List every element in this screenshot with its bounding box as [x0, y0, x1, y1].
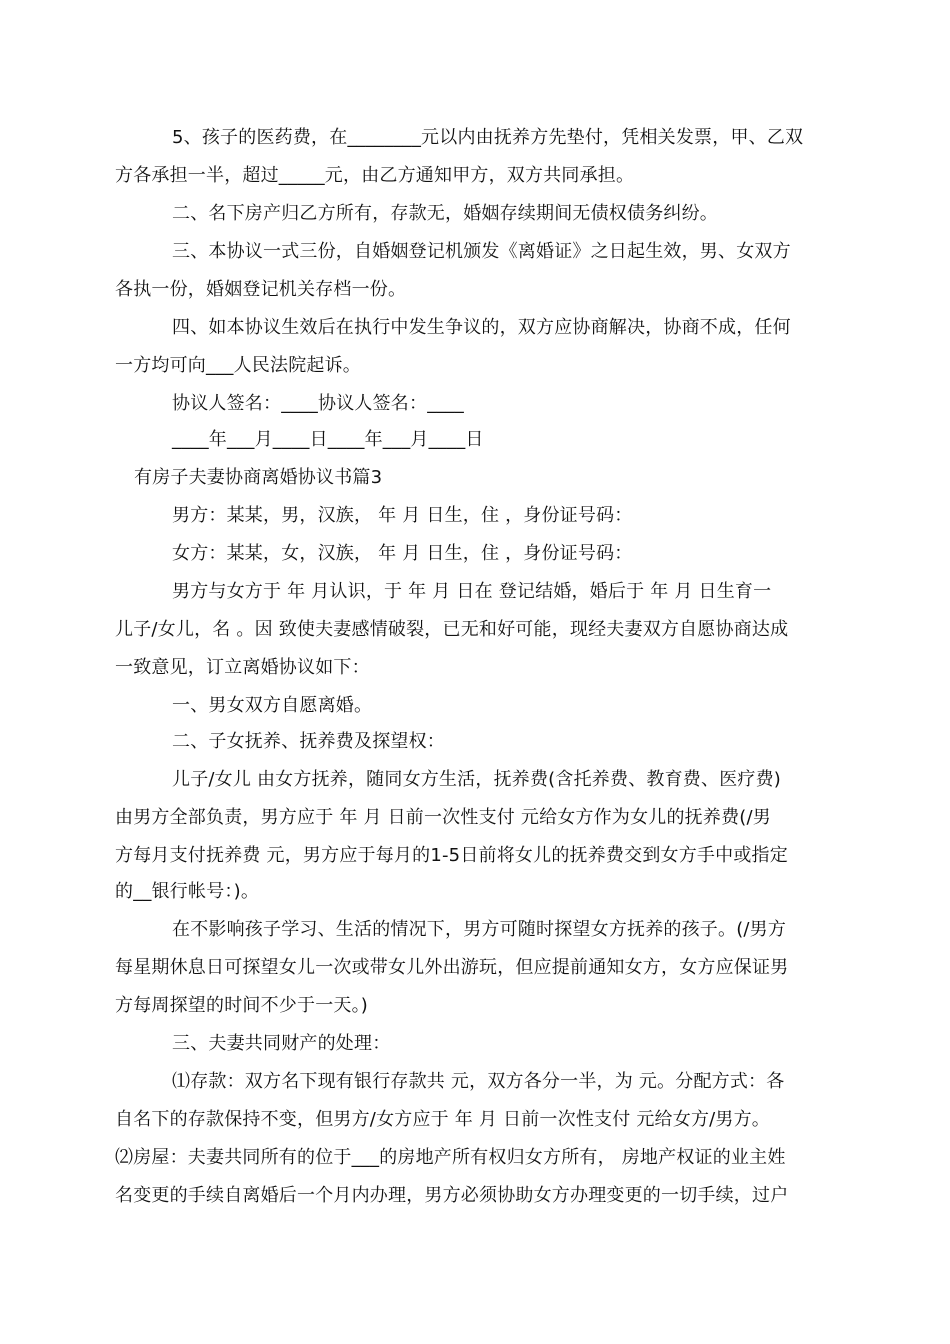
text-line: 男方与女方于 年 月认识，于 年 月 日在 登记结婚，婚后于 年 月 日生育一 — [172, 581, 772, 602]
text-line: 自名下的存款保持不变，但男方/女方应于 年 月 日前一次性支付 元给女方/男方。 — [115, 1109, 771, 1130]
text-line: ⑴存款：双方名下现有银行存款共 元，双方各分一半，为 元。分配方式：各 — [172, 1071, 785, 1092]
text-line: 方每周探望的时间不少于一天。) — [115, 995, 369, 1016]
text-line: 在不影响孩子学习、生活的情况下，男方可随时探望女方抚养的孩子。(/男方 — [172, 919, 787, 940]
text-line: 每星期休息日可探望女儿一次或带女儿外出游玩，但应提前通知女方，女方应保证男 — [115, 957, 789, 978]
text-line: 儿子/女儿 由女方抚养，随同女方生活，抚养费(含托养费、教育费、医疗费) — [172, 769, 782, 790]
text-line: 三、本协议一式三份，自婚姻登记机颁发《离婚证》之日起生效，男、女双方 — [172, 241, 791, 262]
text-line: 名变更的手续自离婚后一个月内办理，男方必须协助女方办理变更的一切手续，过户 — [115, 1185, 789, 1206]
section-title: 有房子夫妻协商离婚协议书篇3 — [134, 467, 383, 488]
text-line: 男方：某某，男，汉族， 年 月 日生，住 ，身份证号码： — [172, 505, 633, 526]
text-line: 二、子女抚养、抚养费及探望权： — [172, 731, 445, 752]
text-line: 的__银行帐号：)。 — [115, 881, 260, 902]
text-line: 三、夫妻共同财产的处理： — [172, 1033, 391, 1054]
text-line: 5、孩子的医药费，在________元以内由抚养方先垫付，凭相关发票，甲、乙双 — [172, 127, 804, 148]
text-line: 各执一份，婚姻登记机关存档一份。 — [115, 279, 407, 300]
text-line: 一、男女双方自愿离婚。 — [172, 695, 373, 716]
text-line: 方每月支付抚养费 元，男方应于每月的1-5日前将女儿的抚养费交到女方手中或指定 — [115, 845, 788, 866]
text-line: ⑵房屋：夫妻共同所有的位于___的房地产所有权归女方所有， 房地产权证的业主姓 — [115, 1147, 786, 1168]
date-line: ____年___月____日____年___月____日 — [172, 429, 484, 450]
text-line: 女方：某某，女，汉族， 年 月 日生，住 ，身份证号码： — [172, 543, 633, 564]
text-line: 一方均可向___人民法院起诉。 — [115, 355, 361, 376]
text-line: 一致意见，订立离婚协议如下： — [115, 657, 370, 678]
text-line: 儿子/女儿，名 。因 致使夫妻感情破裂，已无和好可能，现经夫妻双方自愿协商达成 — [115, 619, 789, 640]
text-line: 方各承担一半，超过_____元，由乙方通知甲方，双方共同承担。 — [115, 165, 635, 186]
text-line: 二、名下房产归乙方所有，存款无，婚姻存续期间无债权债务纠纷。 — [172, 203, 718, 224]
signature-line: 协议人签名：____协议人签名：____ — [172, 393, 464, 414]
text-line: 四、如本协议生效后在执行中发生争议的，双方应协商解决，协商不成，任何 — [172, 317, 791, 338]
text-line: 由男方全部负责，男方应于 年 月 日前一次性支付 元给女方作为女儿的抚养费(/男 — [115, 807, 771, 828]
